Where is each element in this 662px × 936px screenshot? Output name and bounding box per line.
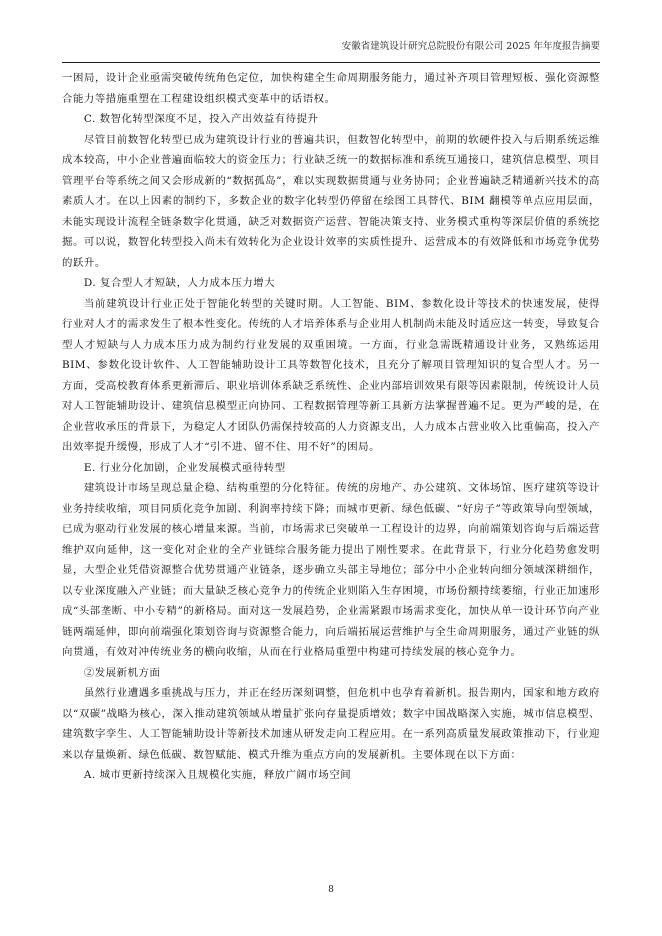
- heading-e-industry-differentiation: E. 行业分化加剧，企业发展模式亟待转型: [83, 461, 286, 474]
- paragraph-new-opportunities: 虽然行业遭遇多重挑战与压力，并正在经历深刻调整，但危机中也孕育着新机。报告期内，国家和地方政府以“双碳”战略为核心，深入推动建筑领域从增量扩张向存量提质增效；数字中国战略深入实施，城市信息模型、建筑数字孪生、人工智能辅助设计等新技术加速从研发走向工程应用。在一系列高质量发展政策推动下，行业迎来以存量焕新、绿色低碳、数智赋能、模式升维为重点方向的发展新机。主要体现在以下方面：: [62, 687, 600, 761]
- heading-c-digital-transformation: C. 数智化转型深度不足，投入产出效益有待提升: [83, 113, 319, 125]
- paragraph-continuation: 一困局，设计企业亟需突破传统角色定位，加快构建全生命周期服务能力，通过补齐项目管理短板、强化资源整合能力等措施重塑在工程建设组织模式变革中的话语权。: [62, 72, 600, 105]
- page-header: [62, 40, 600, 63]
- heading-a-urban-renewal: A. 城市更新持续深入且规模化实施，释放广阔市场空间: [83, 769, 352, 781]
- heading-d-talent-shortage: D. 复合型人才短缺，人力成本压力增大: [83, 277, 276, 289]
- document-body: [62, 68, 600, 848]
- paragraph-industry-differentiation: 建筑设计市场呈现总量企稳、结构重塑的分化特征。传统的房地产、办公建筑、文体场馆、医疗建筑等设计业务持续收缩，项目同质化竞争加剧、利润率持续下降；而城市更新、绿色低碳、“好房子”等政策导向型领域，已成为驱动行业发展的核心增量来源。当前，市场需求已突破单一工程设计的边界，向前端策划咨询与后端运营维护双向延伸，这一变化对企业的全产业链综合服务能力提出了刚性要求。在此背景下，行业分化趋势愈发明显，大型企业凭借资源整合优势贯通产业链条，逐步确立头部主导地位；部分中小企业转向细分领域深耕细作，以专业深度融入产业链；而大量缺乏核心竞争力的传统企业则陷入生存困境，市场份额持续萎缩，行业正加速形成“头部垄断、中小专精”的新格局。面对这一发展趋势，企业需紧跟市场需求变化，加快从单一设计环节向产业链两端延伸，即向前端强化策划咨询与资源整合能力，向后端拓展运营维护与全生命周期服务，通过产业链的纵向贯通，有效对冲传统业务的横向收缩，从而在行业格局重塑中构建可持续发展的核心竞争力。: [62, 482, 600, 658]
- paragraph-talent-shortage: 当前建筑设计行业正处于智能化转型的关键时期。人工智能、BIM、参数化设计等技术的快速发展，使得行业对人才的需求发生了根本性变化。传统的人才培养体系与企业用人机制尚未能及时适应这一转变，导致复合型人才短缺与人力成本压力成为制约行业发展的双重困境。一方面，行业急需既精通设计业务，又熟练运用 BIM、参数化设计软件、人工智能辅助设计工具等数智化技术，且充分了解项目管理知识的复合型人才。另一方面，受高校教育体系更新滞后、职业培训体系缺乏系统性、企业内部培训效果有限等因素限制，传统设计人员对人工智能辅助设计、建筑信息模型正向协同、工程数据管理等新工具新方法掌握普遍不足。更为严峻的是，在企业营收承压的背景下，为稳定人才团队仍需保持较高的人力资源支出，人力成本占营业收入比重偏高，投入产出效率提升缓慢，形成了人才“引不进、留不住、用不好”的困局。: [62, 297, 600, 453]
- page-number: 8: [328, 885, 334, 895]
- report-title: 安徽省建筑设计研究总院股份有限公司 2025 年年度报告摘要: [341, 41, 600, 52]
- paragraph-digital-transformation: 尽管目前数智化转型已成为建筑设计行业的普遍共识，但数智化转型中，前期的软硬件投入与后期系统运维成本较高，中小企业普遍面临较大的资金压力；行业缺乏统一的数据标准和系统互通接口，建筑信息模型、项目管理平台等系统之间又会形成新的“数据孤岛”，难以实现数据贯通与业务协同；企业普遍缺乏精通新兴技术的高素质人才。在以上因素的制约下，多数企业的数字化转型仍停留在绘图工具替代、BIM 翻模等单点应用层面，未能实现设计流程全链条数字化贯通，缺乏对数据资产运营、智能决策支持、业务模式重构等深层价值的系统挖掘。可以说，数智化转型投入尚未有效转化为企业设计效率的实质性提升、运营成本的有效降低和市场竞争优势的跃升。: [62, 133, 600, 269]
- heading-new-opportunities: ②发展新机方面: [83, 666, 161, 679]
